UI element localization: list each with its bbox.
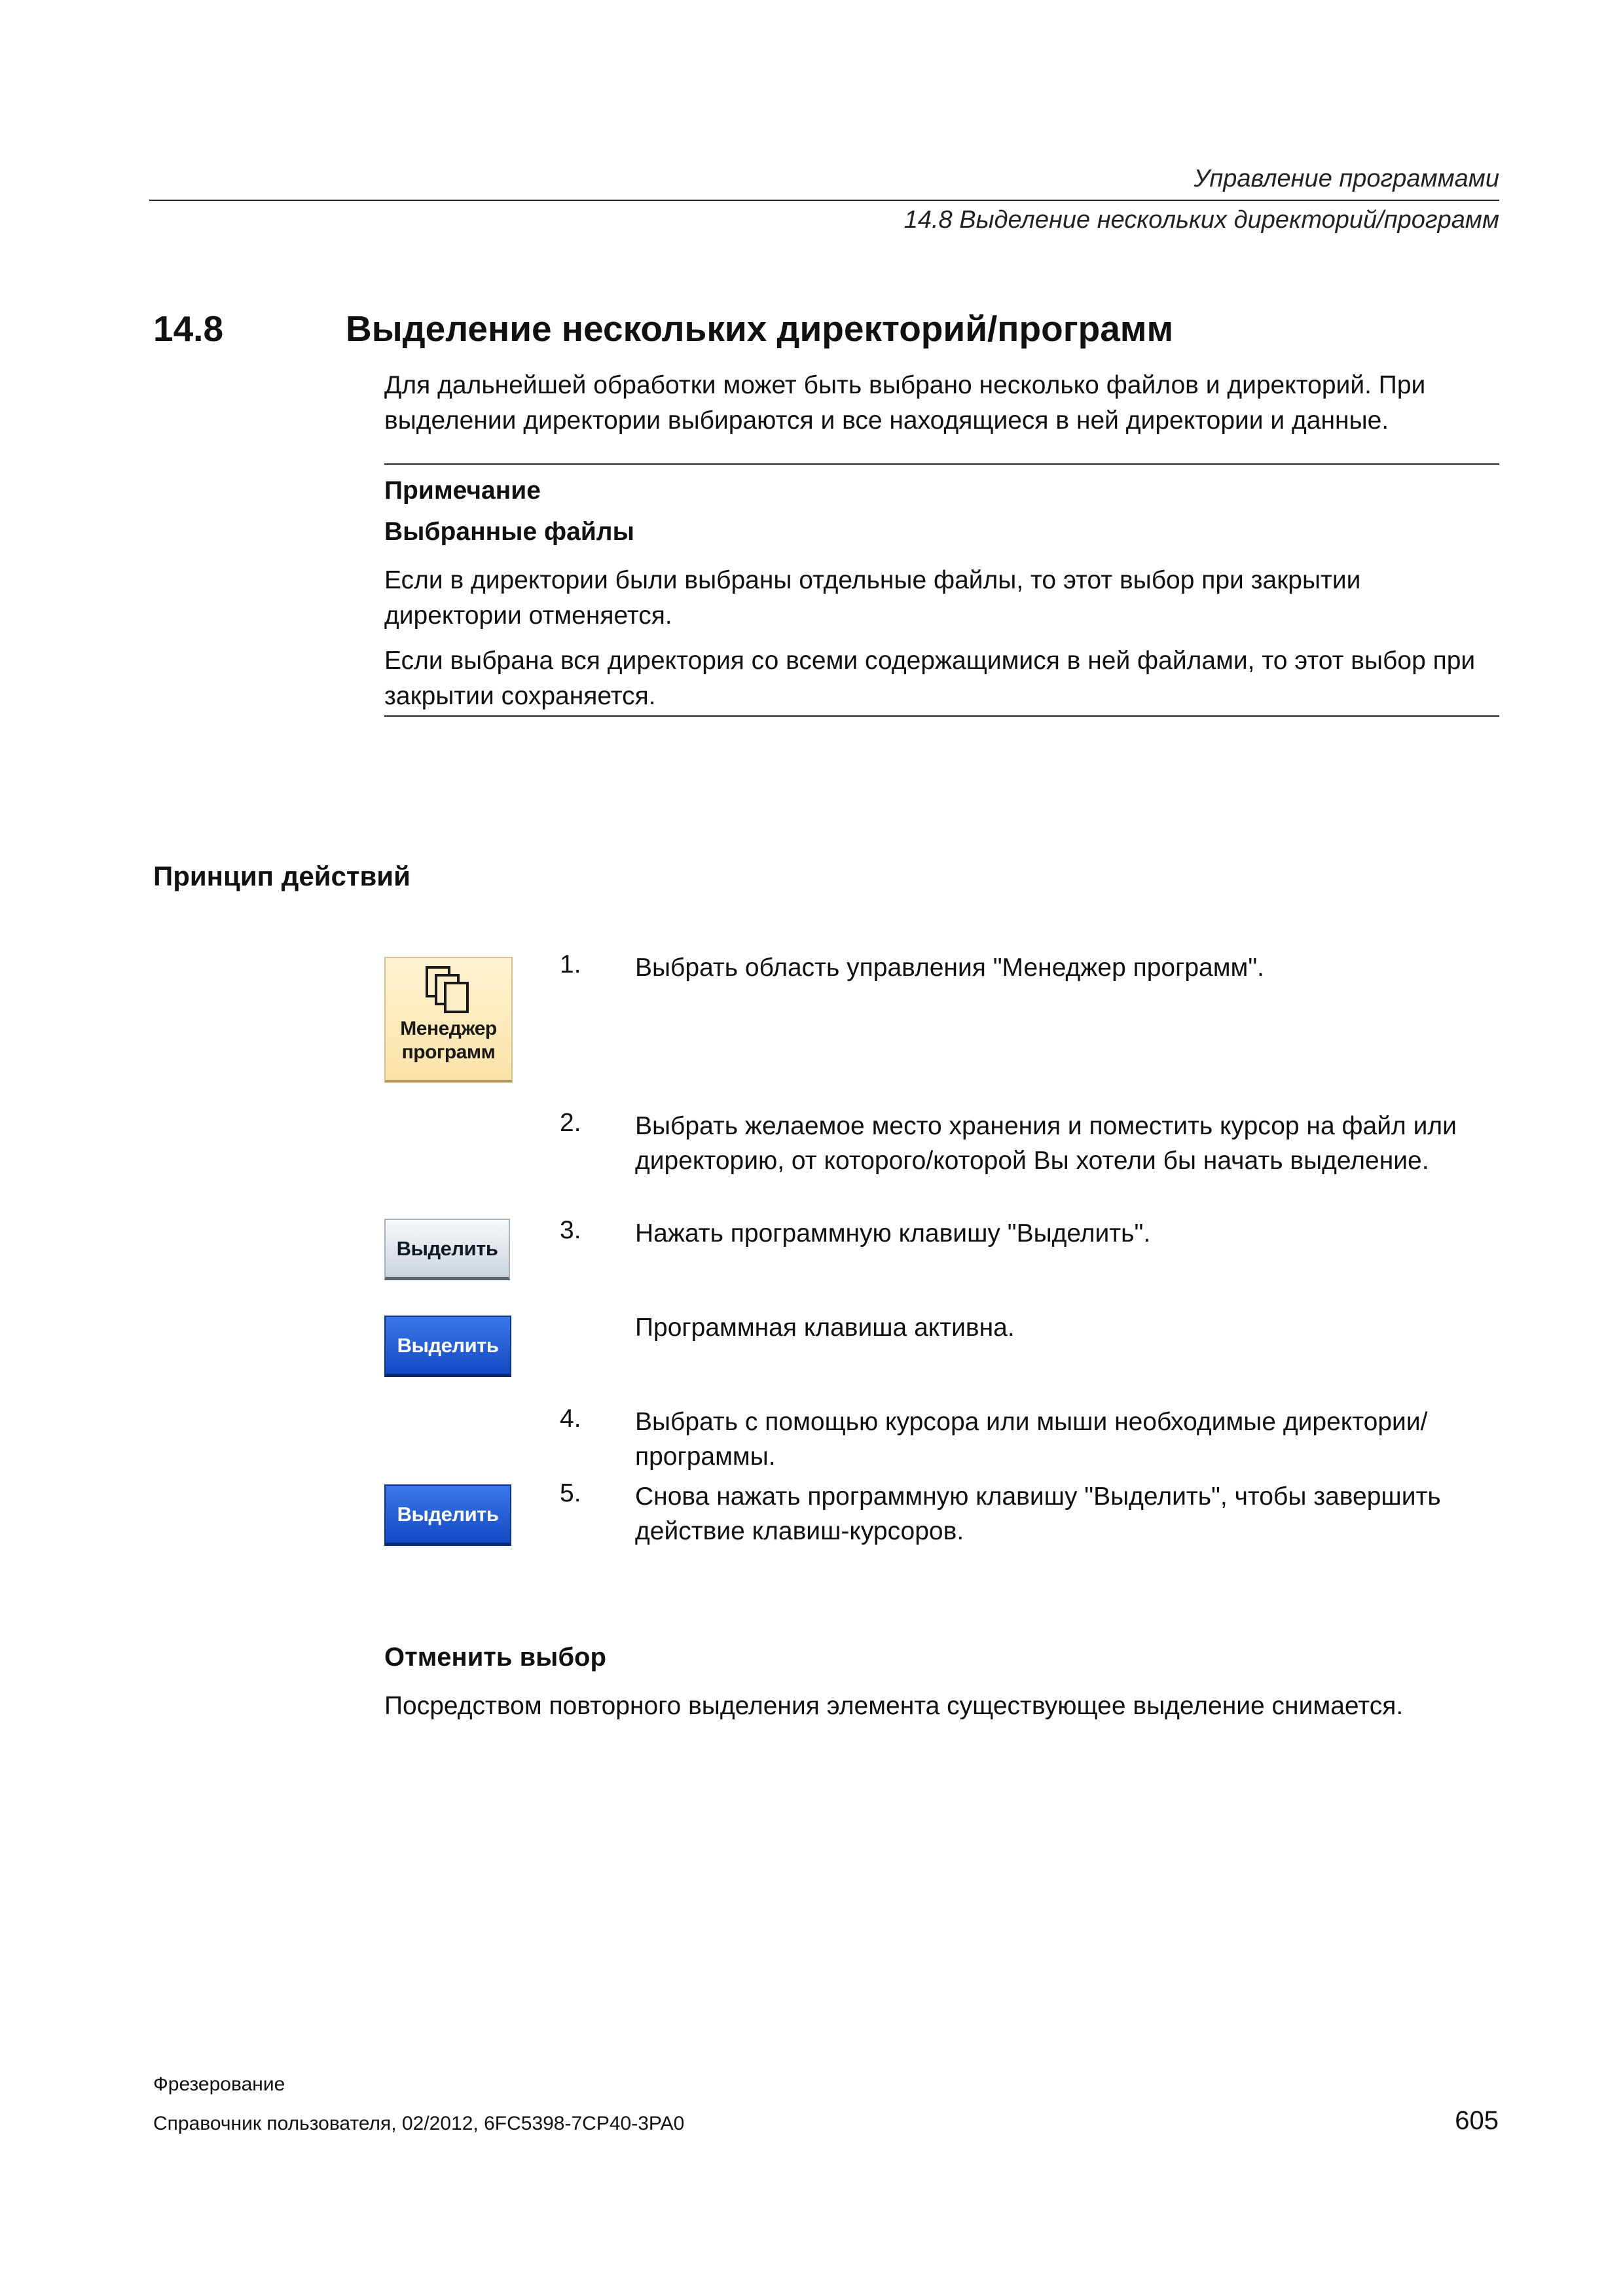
footer-manual: Справочник пользователя, 02/2012, 6FC5398-7CP40-3PA0 xyxy=(153,2113,685,2134)
principle-heading: Принцип действий xyxy=(153,861,410,891)
section-number: 14.8 xyxy=(153,308,224,349)
cancel-text: Посредством повторного выделения элемента существующее выделение снимается. xyxy=(384,1692,1404,1720)
step-5-text: Снова нажать программную клавишу "Выделить", чтобы завершить действие клавиш-курсоров. xyxy=(635,1482,1441,1545)
note-paragraph-1: Если в директории были выбраны отдельные файлы, то этот выбор при закрытии директории отменяется. xyxy=(384,566,1361,630)
cancel-heading: Отменить выбор xyxy=(384,1643,606,1672)
header-rule xyxy=(149,200,1499,201)
step-3-result: Программная клавиша активна. xyxy=(635,1314,1015,1342)
step-3-text: Нажать программную клавишу "Выделить". xyxy=(635,1219,1151,1247)
intro-paragraph: Для дальнейшей обработки может быть выбрано несколько файлов и директорий. При выделении директории выбираются и все находящиеся в ней директории и данные. xyxy=(384,371,1426,435)
step-4-text: Выбрать с помощью курсора или мыши необходимые директории/программы. xyxy=(635,1408,1428,1471)
footer-product: Фрезерование xyxy=(153,2073,285,2095)
note-title: Выбранные файлы xyxy=(384,518,634,546)
step-5-number: 5. xyxy=(560,1479,581,1507)
step-1-number: 1. xyxy=(560,950,581,978)
note-top-rule xyxy=(384,463,1499,465)
note-bottom-rule xyxy=(384,715,1499,717)
running-header-chapter: Управление программами xyxy=(1194,165,1499,192)
note-label: Примечание xyxy=(384,476,541,505)
program-manager-softkey[interactable] xyxy=(384,957,513,1083)
step-1-text: Выбрать область управления "Менеджер программ". xyxy=(635,954,1265,982)
step-2-text: Выбрать желаемое место хранения и поместить курсор на файл или директорию, от которого/которой Вы хотели бы начать выделение. xyxy=(635,1112,1457,1175)
step-4-number: 4. xyxy=(560,1405,581,1433)
section-title: Выделение нескольких директорий/программ xyxy=(346,308,1174,349)
note-paragraph-2: Если выбрана вся директория со всеми содержащимися в ней файлами, то этот выбор при закрытии сохраняется. xyxy=(384,647,1476,710)
program-manager-icon xyxy=(424,965,473,1014)
select-softkey-active[interactable]: Выделить xyxy=(384,1316,511,1377)
program-manager-label: Менеджер программ xyxy=(400,1018,497,1063)
page-number: 605 xyxy=(1455,2106,1499,2135)
select-softkey-inactive[interactable]: Выделить xyxy=(384,1219,510,1280)
running-header-section: 14.8 Выделение нескольких директорий/программ xyxy=(903,206,1499,234)
step-2-number: 2. xyxy=(560,1109,581,1137)
step-3-number: 3. xyxy=(560,1216,581,1244)
select-softkey-active-repeat[interactable]: Выделить xyxy=(384,1484,511,1546)
